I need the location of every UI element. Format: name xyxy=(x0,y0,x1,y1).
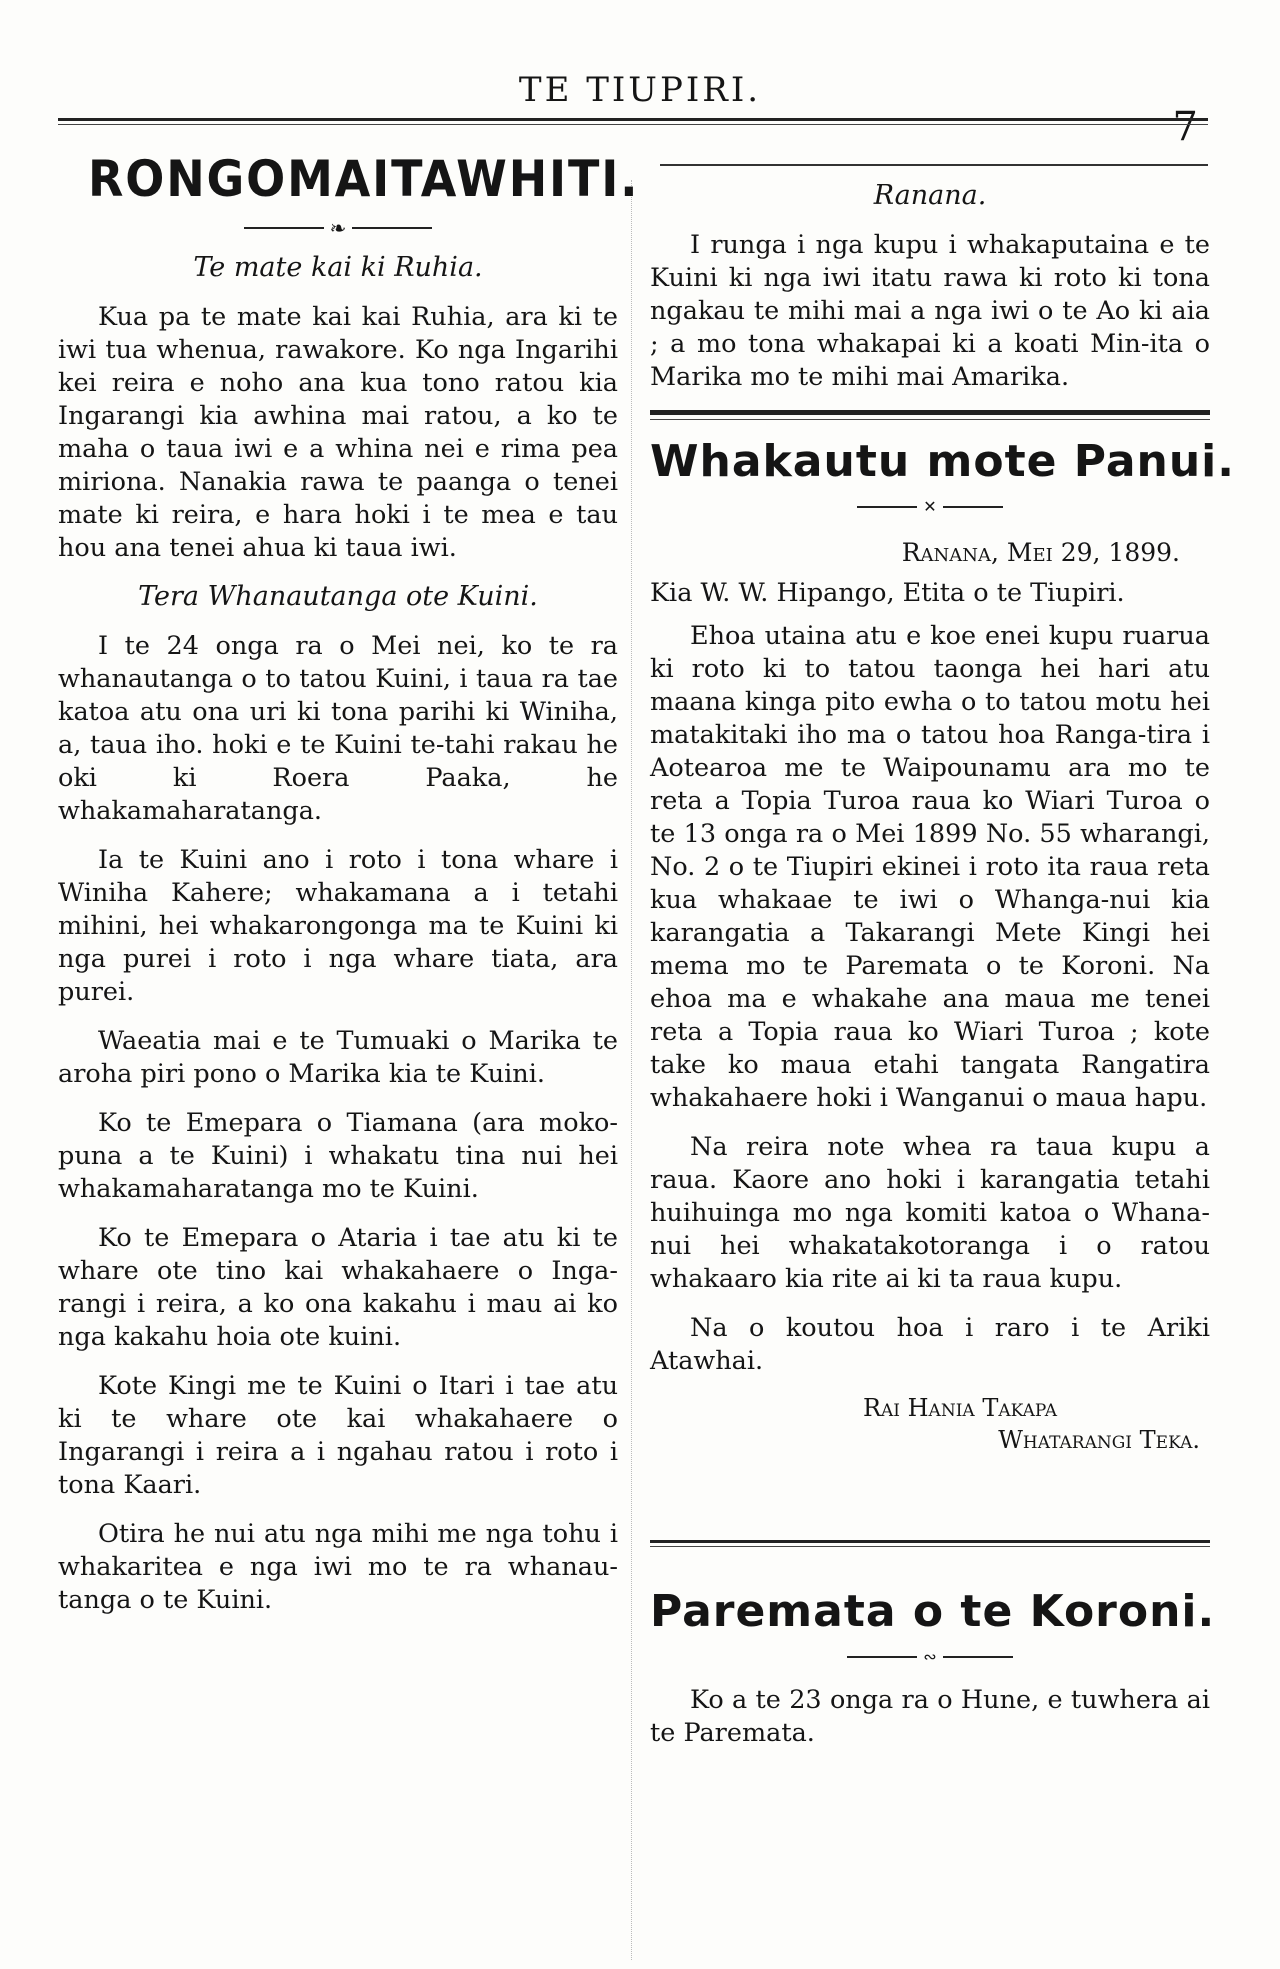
section-rule xyxy=(650,410,1210,415)
signature-name: Rai Hania Takapa xyxy=(862,1394,1058,1422)
left-column xyxy=(58,150,640,1633)
section-rule-thin xyxy=(650,1546,1210,1547)
article-paragraph: Ko te Emepara o Tiamana (ara moko-puna a te Kuini) i whakatu tina nui hei whakamaharatanga mo te Kuini. xyxy=(58,1108,618,1204)
page-number: 7 xyxy=(1172,104,1198,150)
section-rule-thin xyxy=(650,419,1210,420)
parliament-paragraph: Ko a te 23 onga ra o Hune, e tuwhera ai te Paremata. xyxy=(650,1685,1210,1748)
article-heading-london: Ranana. xyxy=(873,180,987,211)
letter-paragraph: Ehoa utaina atu e koe enei kupu ruarua ki roto ki to tatou taonga hei hari atu maana kinga pito ewha o to tatou motu hei matakitaki iho ma o tatou hoa Ranga-tira i Aotearoa me te Waipounamu ara mo te reta a Topia Turoa raua ko Wiari Turoa o te 13 onga ra o Mei 1899 No. 55 wharangi, No. 2 o te Tiupiri ekinei i roto ita raua reta kua whakaae te iwi o Whanga-nui kia karangatia a Takarangi Mete Kingi hei mema mo te Paremata o te Koroni. Na ehoa ma e whakahe ana maua me tenei reta a Topia raua ko Wiari Turoa ; kote take ko maua etahi tangata Rangatira whakahaere hoki i Wanganui o maua hapu. xyxy=(650,621,1210,1113)
ornament-bar xyxy=(857,506,917,508)
ornament-bar xyxy=(943,1656,1013,1658)
article-paragraph: Kote Kingi me te Kuini o Itari i tae atu ki te whare ote kai whakahaere o Ingarangi i reira a i ngahau ratou i roto i tona Kaari. xyxy=(58,1371,618,1500)
ornament-icon: ∾ xyxy=(923,1647,937,1666)
article-heading-queen-birthday: Tera Whanautanga ote Kuini. xyxy=(138,581,538,612)
letter-salutation: Kia W. W. Hipango, Etita o te Tiupiri. xyxy=(650,578,1125,608)
ornament-bar xyxy=(352,227,432,229)
running-title: TE TIUPIRI. xyxy=(518,70,762,110)
article-paragraph: Ko te Emepara o Ataria i tae atu ki te whare ote tino kai whakahaere o Inga-rangi i reira, a ko ona kakahu i mau ai ko nga kakahu hoia ote kuini. xyxy=(58,1223,618,1352)
ornament-icon: ✕ xyxy=(923,497,937,516)
ornament-divider xyxy=(650,497,1210,516)
header-rule xyxy=(58,118,1208,121)
signature-name: Whatarangi Teka. xyxy=(998,1426,1200,1454)
column-divider xyxy=(631,180,632,1960)
ornament-bar xyxy=(943,506,1003,508)
letter-paragraph: Na o koutou hoa i raro i te Ariki Atawhai. xyxy=(650,1313,1210,1376)
ornament-divider xyxy=(650,1647,1210,1666)
letter-dateline: Ranana, Mei 29, 1899. xyxy=(901,538,1180,567)
ornament-icon: ❧ xyxy=(329,216,347,240)
parliament-heading: Paremata o te Koroni. xyxy=(650,1586,1216,1637)
section-masthead: RONGOMAITAWHITI. xyxy=(88,150,640,208)
article-paragraph: I te 24 onga ra o Mei nei, ko te ra whanautanga o to tatou Kuini, i taua ra tae katoa atu ona uri ki tona parihi ki Winiha, a, taua iho. hoki e te Kuini te-tahi rakau he oki ki Roera Paaka, he whakamaharatanga. xyxy=(58,631,618,826)
ornament-bar xyxy=(847,1656,917,1658)
parliament-section xyxy=(650,1570,1216,1766)
article-paragraph: Waeatia mai e te Tumuaki o Marika te aroha piri pono o Marika kia te Kuini. xyxy=(58,1026,618,1089)
header-rule-thin xyxy=(58,124,1208,125)
ornament-divider xyxy=(58,216,618,240)
article-paragraph: I runga i nga kupu i whakaputaina e te Kuini ki nga iwi itatu rawa ki roto ki tona ngakau te mihi mai a nga iwi o te Ao ki aia ; a mo tona whakapai ki a koati Min-ita o Marika mo te mihi mai Amarika. xyxy=(650,230,1210,392)
article-paragraph: Kua pa te mate kai kai Ruhia, ara ki te iwi tua whenua, rawakore. Ko nga Ingarihi kei reira e noho ana kua tono ratou kia Ingarangi kia awhina mai ratou, a ko te maha o taua iwi e a whina nei e rima pea miriona. Nanakia rawa te paanga o tenei mate ki reira, e hara hoki i te mea e tau hou ana tenei ahua ki taua iwi. xyxy=(58,302,618,563)
article-heading-famine: Te mate kai ki Ruhia. xyxy=(193,252,483,283)
right-column xyxy=(650,150,1235,1454)
letter-paragraph: Na reira note whea ra taua kupu a raua. Kaore ano hoki i karangatia tetahi huihuinga mo nga komiti katoa o Whana-nui hei whakatakotoranga i o ratou whakaaro kia rite ai ki ta raua kupu. xyxy=(650,1132,1210,1294)
article-paragraph: Otira he nui atu nga mihi me nga tohu i whakaritea e nga iwi mo te ra whanau-tanga o te Kuini. xyxy=(58,1519,618,1615)
article-paragraph: Ia te Kuini ano i roto i tona whare i Winiha Kahere; whakamana a i tetahi mihini, hei whakarongonga ma te Kuini ki nga purei i roto i nga whare tiata, ara purei. xyxy=(58,845,618,1007)
section-rule xyxy=(650,1540,1210,1543)
ornament-bar xyxy=(244,227,324,229)
notices-heading: Whakautu mote Panui. xyxy=(650,436,1235,487)
